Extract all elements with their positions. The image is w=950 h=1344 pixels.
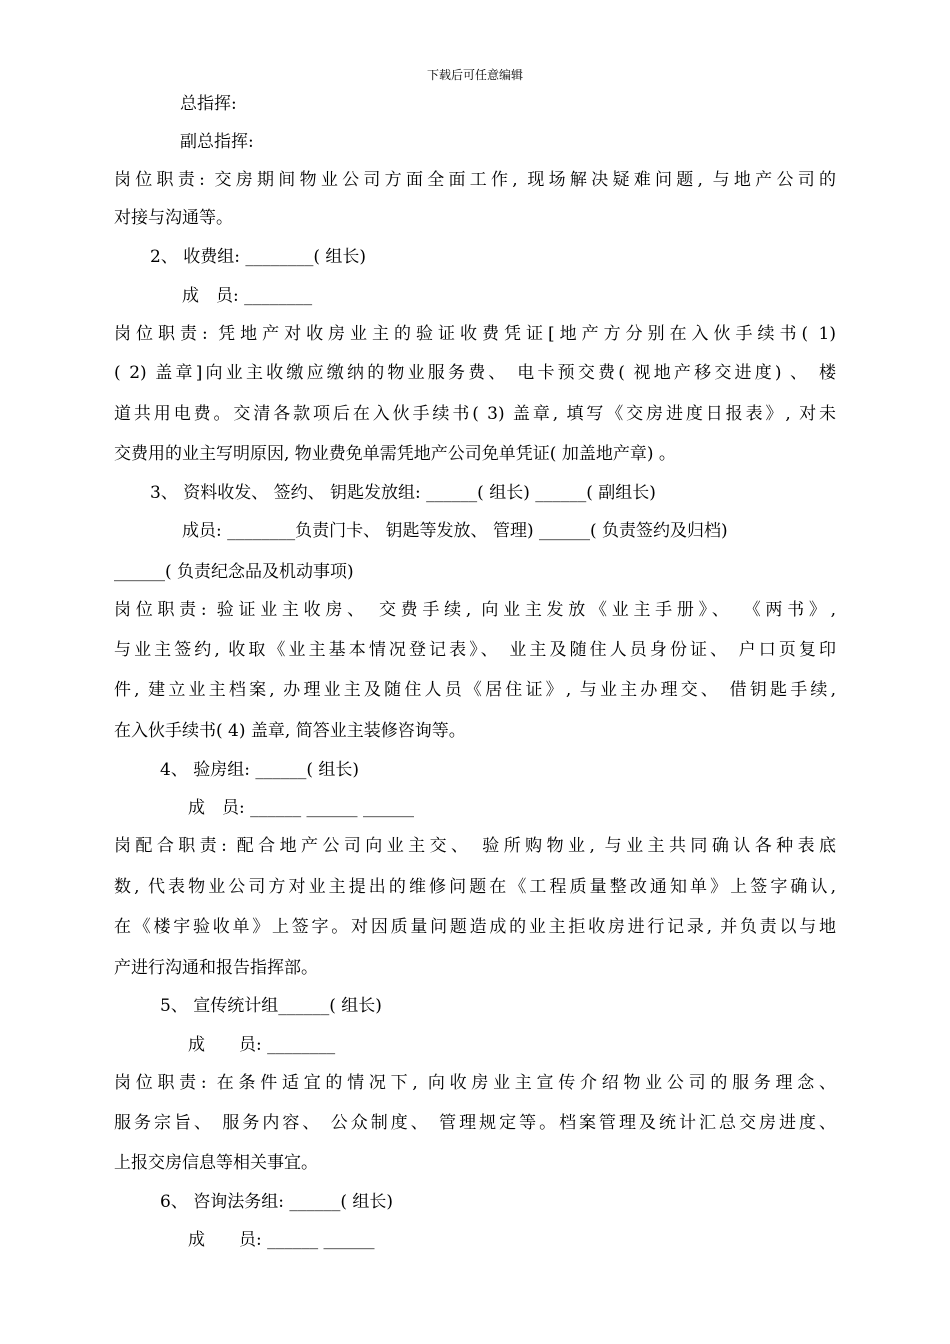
- paragraph-line: 在《楼宇验收单》上签字。对因质量问题造成的业主拒收房进行记录, 并负责以与地: [114, 917, 836, 937]
- paragraph-line: 道共用电费。交清各款项后在入伙手续书( 3) 盖章, 填写《交房进度日报表》, 对未: [114, 404, 836, 424]
- paragraph-line: 上报交房信息等相关事宜。: [114, 1153, 318, 1173]
- paragraph-line: 服务宗旨、 服务内容、 公众制度、 管理规定等。档案管理及统计汇总交房进度、: [114, 1113, 836, 1133]
- paragraph-line: 岗位职责: 凭地产对收房业主的验证收费凭证[地产方分别在入伙手续书( 1): [114, 324, 836, 344]
- paragraph-line: 岗配合职责: 配合地产公司向业主交、 验所购物业, 与业主共同确认各种表底: [114, 836, 836, 856]
- paragraph-line: 件, 建立业主档案, 办理业主及随住人员《居住证》, 与业主办理交、 借钥匙手续,: [114, 680, 836, 700]
- paragraph-line: 在入伙手续书( 4) 盖章, 简答业主装修咨询等。: [114, 721, 466, 741]
- members-line: 成 员: ______ ______ ______: [188, 798, 414, 818]
- deputy-commander-line: 副总指挥:: [180, 132, 254, 152]
- section-heading-documents-group: 3、 资料收发、 签约、 钥匙发放组: ______( 组长) ______( 副组长): [150, 483, 656, 503]
- paragraph-line: 产进行沟通和报告指挥部。: [114, 958, 318, 978]
- paragraph-line: 数, 代表物业公司方对业主提出的维修问题在《工程质量整改通知单》上签字确认,: [114, 877, 836, 897]
- paragraph-line: 岗位职责: 验证业主收房、 交费手续, 向业主发放《业主手册》、 《两书》,: [114, 600, 836, 620]
- paragraph-line: 对接与沟通等。: [114, 208, 233, 228]
- members-line: 成 员: ________: [182, 286, 313, 306]
- paragraph-line: 交费用的业主写明原因, 物业费免单需凭地产公司免单凭证( 加盖地产章) 。: [114, 444, 676, 464]
- paragraph-line: ( 2) 盖章]向业主收缴应缴纳的物业服务费、 电卡预交费( 视地产移交进度) 、 楼: [114, 363, 836, 383]
- section-heading-fee-group: 2、 收费组: ________( 组长): [150, 247, 367, 267]
- section-heading-legal-group: 6、 咨询法务组: ______( 组长): [160, 1192, 394, 1212]
- paragraph-line: 与业主签约, 收取《业主基本情况登记表》、 业主及随住人员身份证、 户口页复印: [114, 640, 836, 660]
- paragraph-line: 岗位职责: 在条件适宜的情况下, 向收房业主宣传介绍物业公司的服务理念、: [114, 1073, 836, 1093]
- section-heading-publicity-group: 5、 宣传统计组______( 组长): [160, 996, 382, 1016]
- section-heading-inspection-group: 4、 验房组: ______( 组长): [160, 760, 360, 780]
- members-line: 成 员: ________: [188, 1035, 336, 1055]
- members-line: ______( 负责纪念品及机动事项): [114, 562, 354, 582]
- members-line: 成 员: ______ ______: [188, 1230, 375, 1250]
- paragraph-line: 岗位职责: 交房期间物业公司方面全面工作, 现场解决疑难问题, 与地产公司的: [114, 170, 836, 190]
- members-line: 成员: ________负责门卡、 钥匙等发放、 管理) ______( 负责签约及归档): [182, 521, 728, 541]
- page-header: 下载后可任意编辑: [426, 68, 523, 82]
- chief-commander-line: 总指挥:: [180, 94, 237, 114]
